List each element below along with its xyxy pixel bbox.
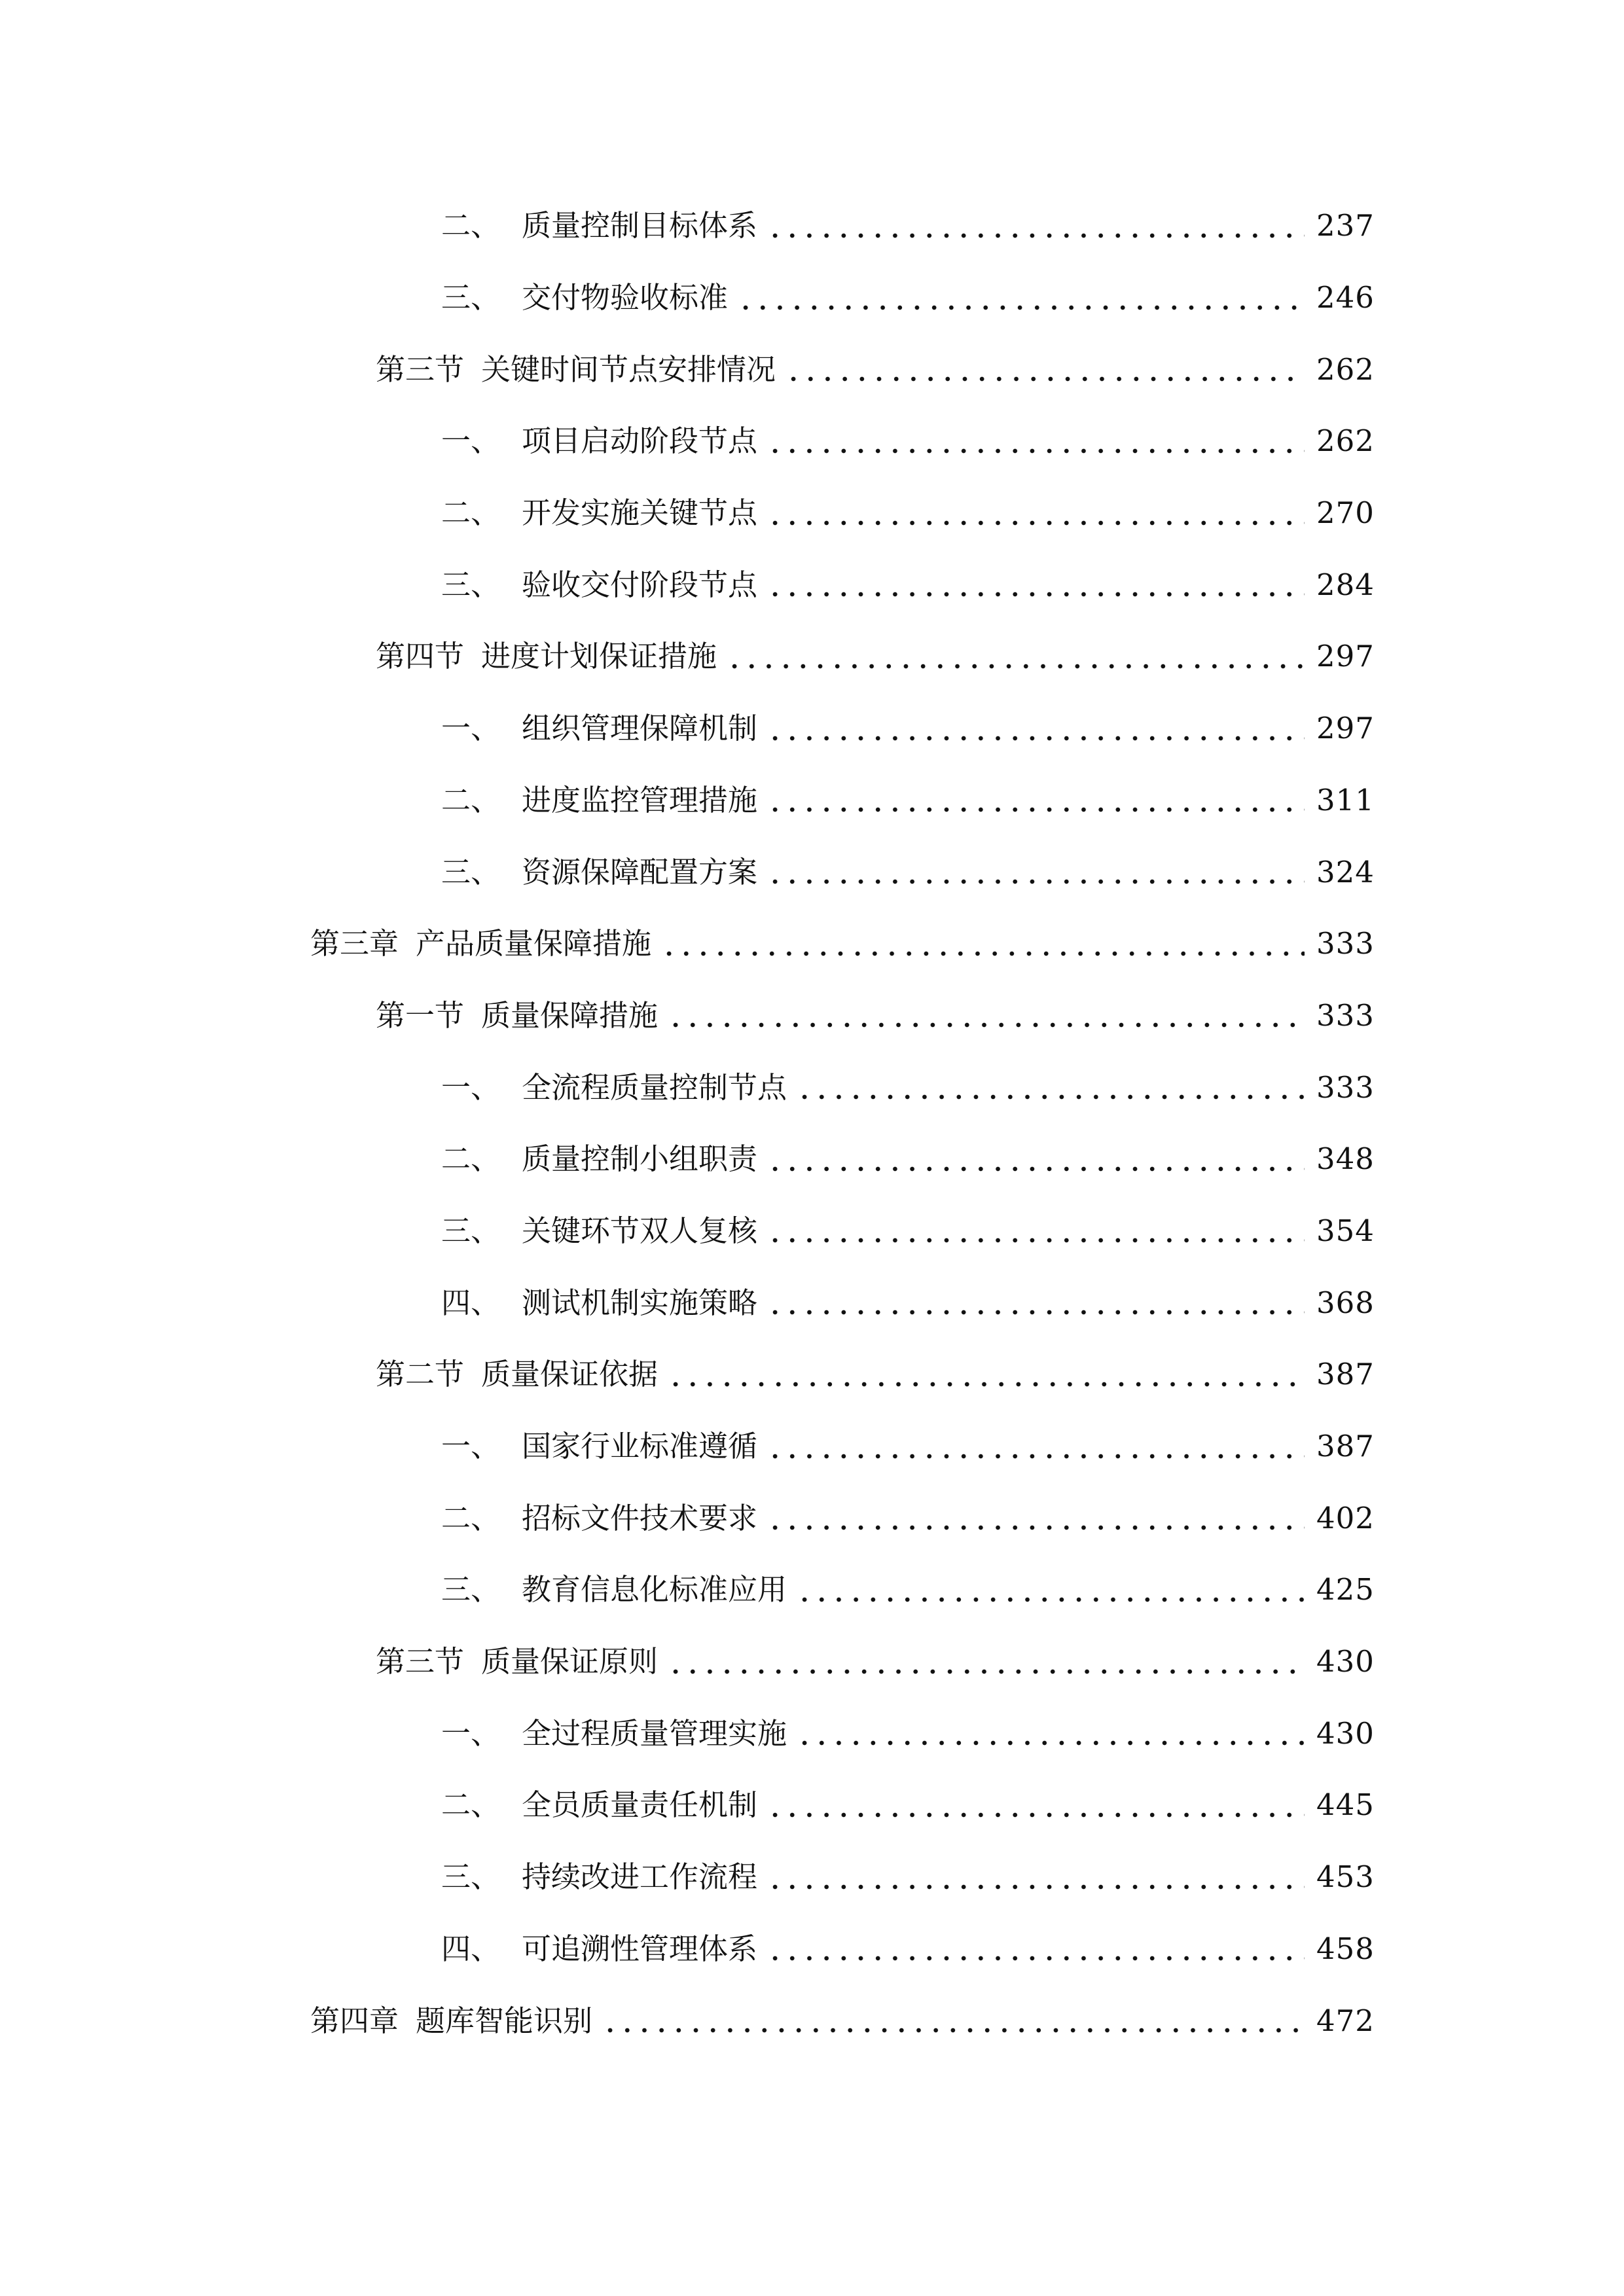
toc-entry-number: 一、: [441, 711, 501, 746]
toc-entry-title: 全流程质量控制节点: [522, 1069, 787, 1105]
dot-leader: [767, 1525, 1305, 1530]
toc-entry[interactable]: [0, 620, 1624, 692]
toc-entry-number: 三、: [441, 854, 501, 889]
dot-leader: [767, 233, 1305, 238]
dot-leader: [660, 951, 1305, 956]
toc-entry-title: 教育信息化标准应用: [522, 1572, 787, 1607]
toc-entry-title: 交付物验收标准: [522, 280, 729, 315]
toc-entry-title: 质量保证原则: [481, 1644, 659, 1679]
toc-entry-page: 270: [1316, 495, 1375, 531]
toc-entry-title: 质量保证依据: [481, 1357, 659, 1392]
toc-entry[interactable]: [0, 1266, 1624, 1338]
toc-entry-page: 430: [1316, 1644, 1375, 1679]
toc-entry-title: 进度计划保证措施: [481, 639, 717, 674]
toc-entry-title: 项目启动阶段节点: [522, 423, 758, 459]
dot-leader: [796, 1597, 1305, 1602]
toc-entry[interactable]: [0, 405, 1624, 477]
toc-entry[interactable]: [0, 548, 1624, 620]
toc-entry-title: 持续改进工作流程: [522, 1859, 758, 1895]
toc-entry-title: 进度监控管理措施: [522, 782, 758, 817]
toc-entry[interactable]: [0, 1123, 1624, 1195]
dot-leader: [726, 664, 1305, 669]
toc-entry-number: 一、: [441, 423, 501, 459]
toc-entry-title: 全过程质量管理实施: [522, 1715, 787, 1751]
dot-leader: [767, 592, 1305, 597]
toc-entry-title: 题库智能识别: [416, 2003, 593, 2038]
toc-entry-page: 311: [1316, 782, 1375, 817]
toc-entry-page: 333: [1316, 926, 1375, 961]
toc-entry-number: 第一节: [376, 997, 465, 1033]
toc-entry-number: 一、: [441, 1429, 501, 1464]
toc-entry-page: 354: [1316, 1213, 1375, 1248]
toc-entry-number: 四、: [441, 1931, 501, 1966]
toc-entry-number: 第四章: [310, 2003, 399, 2038]
toc-entry[interactable]: [0, 1913, 1624, 1985]
toc-entry[interactable]: [0, 1410, 1624, 1482]
dot-leader: [767, 1166, 1305, 1172]
toc-entry-title: 关键时间节点安排情况: [481, 351, 776, 387]
toc-entry-number: 二、: [441, 495, 501, 531]
toc-entry-number: 二、: [441, 1500, 501, 1535]
toc-entry-number: 二、: [441, 1787, 501, 1823]
dot-leader: [767, 1812, 1305, 1818]
toc-entry[interactable]: [0, 1626, 1624, 1698]
toc-entry-page: 333: [1316, 1069, 1375, 1105]
toc-entry-page: 387: [1316, 1357, 1375, 1392]
toc-entry[interactable]: [0, 1195, 1624, 1267]
toc-entry[interactable]: [0, 1482, 1624, 1554]
toc-entry-page: 387: [1316, 1429, 1375, 1464]
toc-entry-page: 284: [1316, 567, 1375, 602]
toc-entry-number: 第三节: [376, 351, 465, 387]
dot-leader: [602, 2028, 1305, 2033]
toc-entry[interactable]: [0, 908, 1624, 980]
toc-entry-title: 全员质量责任机制: [522, 1787, 758, 1823]
toc-entry[interactable]: [0, 980, 1624, 1052]
toc-entry[interactable]: [0, 1338, 1624, 1410]
toc-entry-title: 国家行业标准遵循: [522, 1429, 758, 1464]
toc-entry[interactable]: [0, 836, 1624, 908]
dot-leader: [767, 1238, 1305, 1243]
toc-entry-page: 297: [1316, 639, 1375, 674]
toc-entry-page: 333: [1316, 997, 1375, 1033]
dot-leader: [667, 1669, 1305, 1674]
toc-entry[interactable]: [0, 1554, 1624, 1626]
toc-entry[interactable]: [0, 1984, 1624, 2056]
toc-entry-page: 348: [1316, 1141, 1375, 1177]
toc-entry-title: 招标文件技术要求: [522, 1500, 758, 1535]
toc-entry-number: 三、: [441, 280, 501, 315]
dot-leader: [767, 520, 1305, 526]
toc-entry-number: 三、: [441, 1572, 501, 1607]
table-of-contents: [0, 190, 1624, 2056]
toc-entry-title: 验收交付阶段节点: [522, 567, 758, 602]
toc-entry-page: 368: [1316, 1285, 1375, 1320]
toc-entry-title: 质量控制目标体系: [522, 208, 758, 243]
dot-leader: [767, 448, 1305, 454]
dot-leader: [767, 1310, 1305, 1315]
toc-entry-page: 402: [1316, 1500, 1375, 1535]
dot-leader: [767, 879, 1305, 884]
toc-entry-title: 产品质量保障措施: [416, 926, 652, 961]
toc-entry-page: 430: [1316, 1715, 1375, 1751]
dot-leader: [767, 736, 1305, 741]
toc-entry-page: 297: [1316, 711, 1375, 746]
toc-entry-title: 可追溯性管理体系: [522, 1931, 758, 1966]
toc-entry-title: 质量控制小组职责: [522, 1141, 758, 1177]
toc-entry-page: 453: [1316, 1859, 1375, 1895]
dot-leader: [667, 1382, 1305, 1387]
toc-entry-page: 472: [1316, 2003, 1375, 2038]
toc-entry-page: 445: [1316, 1787, 1375, 1823]
toc-entry-number: 第三章: [310, 926, 399, 961]
dot-leader: [737, 305, 1305, 310]
toc-entry-page: 425: [1316, 1572, 1375, 1607]
toc-entry-number: 三、: [441, 567, 501, 602]
toc-entry[interactable]: [0, 692, 1624, 764]
toc-entry[interactable]: [0, 262, 1624, 334]
toc-entry-number: 二、: [441, 1141, 501, 1177]
toc-entry-number: 三、: [441, 1213, 501, 1248]
toc-entry-page: 262: [1316, 423, 1375, 459]
toc-entry-title: 质量保障措施: [481, 997, 659, 1033]
toc-entry[interactable]: [0, 190, 1624, 262]
toc-entry-number: 第三节: [376, 1644, 465, 1679]
toc-entry-page: 324: [1316, 854, 1375, 889]
toc-entry-title: 开发实施关键节点: [522, 495, 758, 531]
toc-entry-page: 237: [1316, 208, 1375, 243]
toc-entry[interactable]: [0, 1841, 1624, 1913]
toc-entry-number: 二、: [441, 782, 501, 817]
dot-leader: [796, 1740, 1305, 1746]
dot-leader: [667, 1022, 1305, 1028]
toc-entry-page: 246: [1316, 280, 1375, 315]
toc-entry-number: 第四节: [376, 639, 465, 674]
toc-entry-title: 关键环节双人复核: [522, 1213, 758, 1248]
toc-entry[interactable]: [0, 477, 1624, 549]
dot-leader: [796, 1094, 1305, 1100]
toc-entry-number: 三、: [441, 1859, 501, 1895]
dot-leader: [767, 1956, 1305, 1961]
toc-entry[interactable]: [0, 1051, 1624, 1123]
toc-entry-title: 组织管理保障机制: [522, 711, 758, 746]
toc-entry-number: 二、: [441, 208, 501, 243]
dot-leader: [785, 376, 1305, 382]
toc-entry-title: 资源保障配置方案: [522, 854, 758, 889]
toc-entry-page: 262: [1316, 351, 1375, 387]
toc-entry-number: 一、: [441, 1715, 501, 1751]
toc-entry-title: 测试机制实施策略: [522, 1285, 758, 1320]
toc-entry-number: 第二节: [376, 1357, 465, 1392]
toc-entry[interactable]: [0, 764, 1624, 836]
dot-leader: [767, 1884, 1305, 1890]
dot-leader: [767, 1454, 1305, 1459]
toc-entry[interactable]: [0, 1697, 1624, 1769]
toc-entry[interactable]: [0, 333, 1624, 405]
toc-entry-number: 四、: [441, 1285, 501, 1320]
dot-leader: [767, 807, 1305, 812]
toc-entry-number: 一、: [441, 1069, 501, 1105]
toc-entry-page: 458: [1316, 1931, 1375, 1966]
toc-entry[interactable]: [0, 1769, 1624, 1841]
